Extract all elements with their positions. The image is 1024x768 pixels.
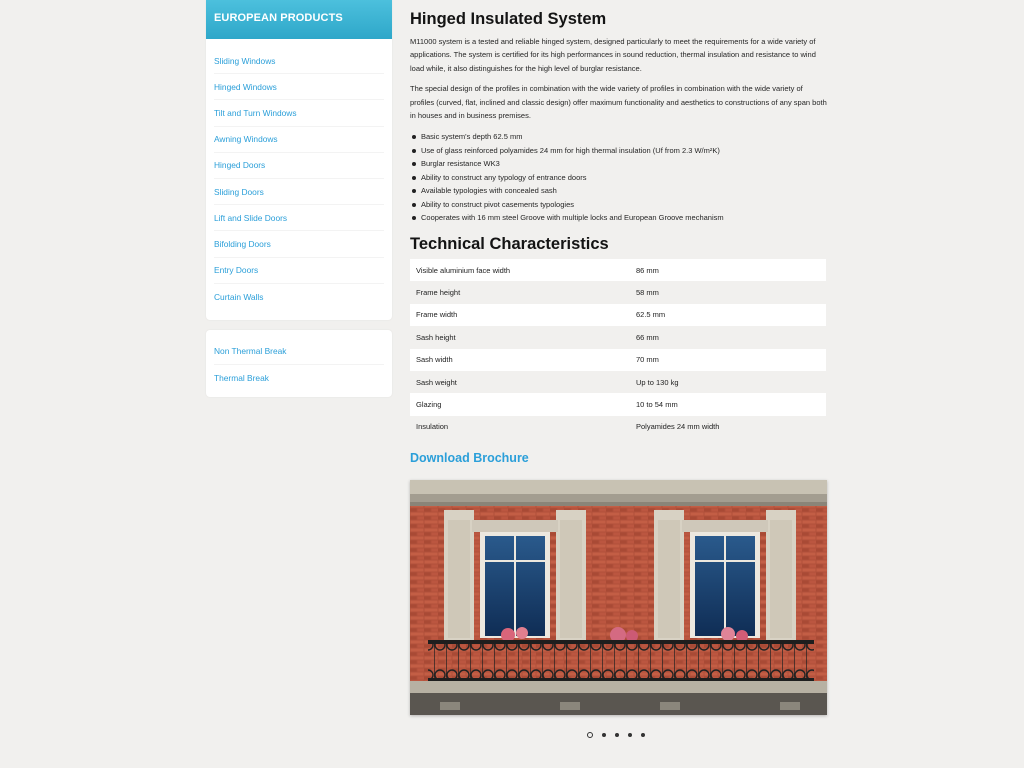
slider-dot[interactable] <box>641 733 645 737</box>
slider-dot[interactable] <box>587 732 593 738</box>
spec-value: 86 mm <box>630 259 826 281</box>
spec-label: Sash width <box>410 349 630 371</box>
table-row <box>410 349 826 371</box>
building-facade-photo <box>410 480 827 715</box>
sidebar-item-awning-windows[interactable] <box>214 127 384 153</box>
download-brochure-link[interactable]: Download Brochure <box>410 451 529 466</box>
sidebar-item-link[interactable]: Entry Doors <box>214 265 259 276</box>
spec-value: 58 mm <box>630 281 826 303</box>
sidebar-item-bifolding-doors[interactable] <box>214 231 384 257</box>
sidebar-item-link[interactable]: Sliding Windows <box>214 55 276 66</box>
sidebar-item-link[interactable]: Hinged Doors <box>214 160 266 171</box>
table-row <box>410 371 826 393</box>
table-row <box>410 393 826 415</box>
thermal-menu-panel <box>206 330 392 397</box>
spec-label: Glazing <box>410 393 630 415</box>
product-menu <box>206 39 392 320</box>
facade-illustration <box>410 480 827 715</box>
thermal-menu <box>206 339 392 391</box>
spec-label: Visible aluminium face width <box>410 259 630 281</box>
feature-item: Basic system's depth 62.5 mm <box>410 130 828 144</box>
tech-section-title: Technical Characteristics <box>410 234 609 253</box>
design-paragraph: The special design of the profiles in combination with the wide variety of profiles in combination with the wide variety of profiles (curved, flat, inclined and classic design) offer maximum functionality and aesthetics to constructions of any span both in houses and in business premises. <box>410 84 827 121</box>
table-row <box>410 281 826 303</box>
spec-value: 66 mm <box>630 326 826 348</box>
sidebar-item-link[interactable]: Bifolding Doors <box>214 238 271 249</box>
slider-dot[interactable] <box>602 733 606 737</box>
table-row <box>410 416 826 438</box>
intro-paragraph: M11000 system is a tested and reliable hinged system, designed particularly to meet the requirements for a wide variety of applications. The system is certified for its high performances in sound reduction, thermal insulation and resistance to wind load while, it also distinguishes for the high level of burglar resistance. <box>410 37 816 73</box>
spec-label: Sash height <box>410 326 630 348</box>
spec-value: 10 to 54 mm <box>630 393 826 415</box>
spec-value: 70 mm <box>630 349 826 371</box>
sidebar-item-entry-doors[interactable] <box>214 258 384 284</box>
page-title: Hinged Insulated System <box>410 10 607 28</box>
spec-label: Frame width <box>410 304 630 326</box>
sidebar-item-curtain-walls[interactable] <box>214 284 384 310</box>
spec-label: Sash weight <box>410 371 630 393</box>
sidebar-item-non-thermal-break[interactable] <box>214 339 384 365</box>
table-row <box>410 259 826 281</box>
feature-list <box>410 130 828 225</box>
sidebar-item-link[interactable]: Thermal Break <box>214 373 269 384</box>
sidebar-item-thermal-break[interactable] <box>214 365 384 391</box>
sidebar-item-link[interactable]: Awning Windows <box>214 134 278 145</box>
feature-item: Ability to construct any typology of entrance doors <box>410 171 828 185</box>
sidebar-item-link[interactable]: Non Thermal Break <box>214 346 287 357</box>
spec-value: Up to 130 kg <box>630 371 826 393</box>
slider-dot[interactable] <box>615 733 619 737</box>
slider-pagination <box>587 732 645 738</box>
sidebar-item-tilt-and-turn-windows[interactable] <box>214 100 384 126</box>
sidebar-item-link[interactable]: Sliding Doors <box>214 186 264 197</box>
spec-value: 62.5 mm <box>630 304 826 326</box>
sidebar-item-link[interactable]: Hinged Windows <box>214 81 277 92</box>
sidebar-header: EUROPEAN PRODUCTS <box>206 0 392 39</box>
sidebar-item-hinged-doors[interactable] <box>214 153 384 179</box>
specs-table <box>410 259 826 438</box>
slider-dot[interactable] <box>628 733 632 737</box>
sidebar-item-sliding-windows[interactable] <box>214 48 384 74</box>
sidebar-item-hinged-windows[interactable] <box>214 74 384 100</box>
sidebar-item-link[interactable]: Lift and Slide Doors <box>214 212 288 223</box>
feature-item: Use of glass reinforced polyamides 24 mm for high thermal insulation (Uf from 2.3 W/m²K) <box>410 144 828 158</box>
spec-label: Frame height <box>410 281 630 303</box>
table-row <box>410 326 826 348</box>
sidebar-item-link[interactable]: Curtain Walls <box>214 291 264 302</box>
main-content <box>410 0 828 465</box>
spec-value: Polyamides 24 mm width <box>630 416 826 438</box>
table-row <box>410 304 826 326</box>
feature-item: Cooperates with 16 mm steel Groove with multiple locks and European Groove mechanism <box>410 211 828 225</box>
sidebar-item-lift-and-slide-doors[interactable] <box>214 205 384 231</box>
feature-item: Ability to construct pivot casements typologies <box>410 198 828 212</box>
feature-item: Burglar resistance WK3 <box>410 157 828 171</box>
sidebar-item-link[interactable]: Tilt and Turn Windows <box>214 107 297 118</box>
product-menu-panel <box>206 0 392 320</box>
spec-label: Insulation <box>410 416 630 438</box>
sidebar <box>206 0 392 397</box>
feature-item: Available typologies with concealed sash <box>410 184 828 198</box>
sidebar-item-sliding-doors[interactable] <box>214 179 384 205</box>
